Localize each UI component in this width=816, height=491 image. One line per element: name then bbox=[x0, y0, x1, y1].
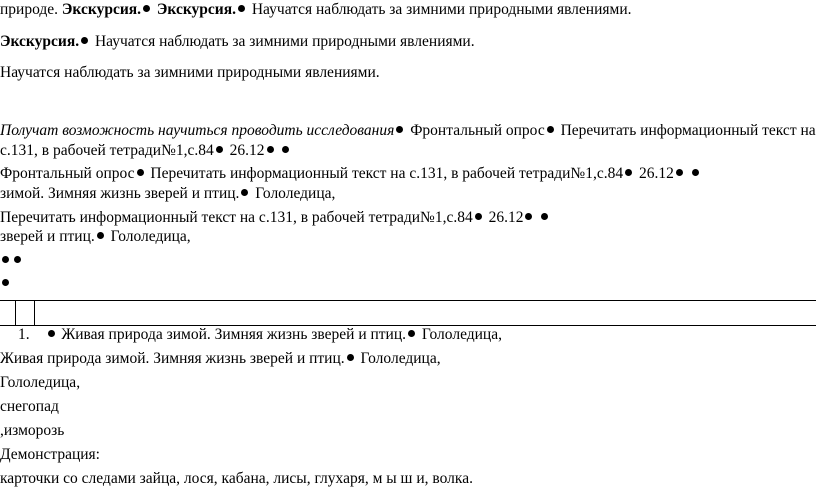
line-16 bbox=[0, 421, 64, 441]
topic-text: зверей и птиц. bbox=[0, 228, 95, 245]
excursion-label: Экскурсия. bbox=[156, 1, 236, 18]
line-15 bbox=[0, 397, 59, 417]
bullet-icon bbox=[216, 146, 223, 153]
line-17 bbox=[0, 445, 100, 465]
line-13 bbox=[0, 349, 441, 369]
learning-outcome: Научатся наблюдать за зимними природными явлениями. bbox=[251, 1, 632, 18]
bullet-icon bbox=[547, 126, 554, 133]
bullet-icon bbox=[282, 146, 289, 153]
line-5 bbox=[0, 141, 292, 161]
bullet-icon bbox=[408, 330, 415, 337]
bullet-icon bbox=[396, 126, 403, 133]
line-7 bbox=[0, 184, 335, 204]
bullet-icon bbox=[525, 213, 532, 220]
table-row bbox=[0, 300, 816, 326]
list-item bbox=[18, 325, 502, 345]
workbook-ref: №1,с.84 bbox=[420, 209, 473, 226]
line-1 bbox=[0, 0, 632, 20]
workbook-ref: №1,с.84 bbox=[161, 142, 214, 159]
homework-text: с.131, в рабочей тетради bbox=[0, 142, 162, 159]
term-text: Гололедица, bbox=[360, 350, 441, 367]
topic-text: Зимняя жизнь зверей и птиц. bbox=[153, 350, 345, 367]
excursion-label: Экскурсия. bbox=[61, 1, 142, 18]
bullet-icon bbox=[14, 256, 21, 263]
frontal-survey: Фронтальный опрос bbox=[0, 165, 135, 182]
text-nature: природе. bbox=[0, 1, 59, 18]
demonstration-text: карточки со следами зайца, лося, кабана, лисы, глухаря, м ы ш и, волка. bbox=[0, 470, 473, 487]
opportunity-text: Получат возможность научиться проводить исследования bbox=[0, 122, 395, 139]
bullet-icon bbox=[692, 169, 699, 176]
excursion-label: Экскурсия. bbox=[0, 33, 80, 50]
line-8 bbox=[0, 208, 551, 228]
bullet-icon bbox=[241, 189, 248, 196]
frontal-survey: Фронтальный опрос bbox=[410, 122, 545, 139]
learning-outcome: Научатся наблюдать за зимними природными явлениями. bbox=[0, 64, 380, 81]
bullet-icon bbox=[625, 169, 632, 176]
bullet-icon bbox=[143, 5, 150, 12]
homework-text: Перечитать информационный текст на bbox=[560, 122, 816, 139]
bullet-icon bbox=[137, 169, 144, 176]
date-text: 26.12 bbox=[229, 142, 265, 159]
bullet-icon bbox=[2, 256, 9, 263]
line-3 bbox=[0, 63, 380, 83]
term-text: Гололедица, bbox=[110, 228, 191, 245]
table-cell-border bbox=[15, 301, 16, 325]
line-2 bbox=[0, 32, 475, 52]
list-number: 1. bbox=[18, 326, 30, 343]
term-text: Гололедица, bbox=[255, 185, 336, 202]
bullet-icon bbox=[267, 146, 274, 153]
homework-text: Перечитать информационный текст на с.131, в рабочей тетради bbox=[0, 209, 421, 226]
workbook-ref: №1,с.84 bbox=[570, 165, 624, 182]
topic-text: зимой. Зимняя жизнь зверей и птиц. bbox=[0, 185, 240, 202]
table-cell-border bbox=[34, 301, 35, 325]
term-text: Гололедица, bbox=[421, 326, 502, 343]
bullet-icon bbox=[2, 279, 9, 286]
term-text: ,изморозь bbox=[0, 422, 65, 439]
line-4 bbox=[0, 121, 816, 141]
bullet-icon bbox=[97, 232, 104, 239]
term-text: снегопад bbox=[0, 398, 59, 415]
date-text: 26.12 bbox=[638, 165, 674, 182]
demonstration-label: Демонстрация: bbox=[0, 446, 100, 463]
topic-text: Живая природа зимой. bbox=[61, 326, 211, 343]
line-11 bbox=[0, 274, 12, 294]
bullet-icon bbox=[347, 354, 354, 361]
bullet-icon bbox=[541, 213, 548, 220]
line-9 bbox=[0, 227, 191, 247]
bullet-icon bbox=[48, 330, 55, 337]
topic-text: Живая природа зимой. bbox=[0, 350, 150, 367]
learning-outcome: Научатся наблюдать за зимними природными явлениями. bbox=[94, 33, 475, 50]
homework-text: Перечитать информационный текст на с.131, в рабочей тетради bbox=[150, 165, 571, 182]
line-18 bbox=[0, 469, 473, 489]
line-10 bbox=[0, 251, 24, 271]
line-14 bbox=[0, 373, 80, 393]
date-text: 26.12 bbox=[488, 209, 524, 226]
line-6 bbox=[0, 164, 702, 184]
term-text: Гололедица, bbox=[0, 374, 81, 391]
topic-text: Зимняя жизнь зверей и птиц. bbox=[214, 326, 407, 343]
bullet-icon bbox=[676, 169, 683, 176]
bullet-icon bbox=[475, 213, 482, 220]
bullet-icon bbox=[238, 5, 245, 12]
bullet-icon bbox=[81, 37, 88, 44]
